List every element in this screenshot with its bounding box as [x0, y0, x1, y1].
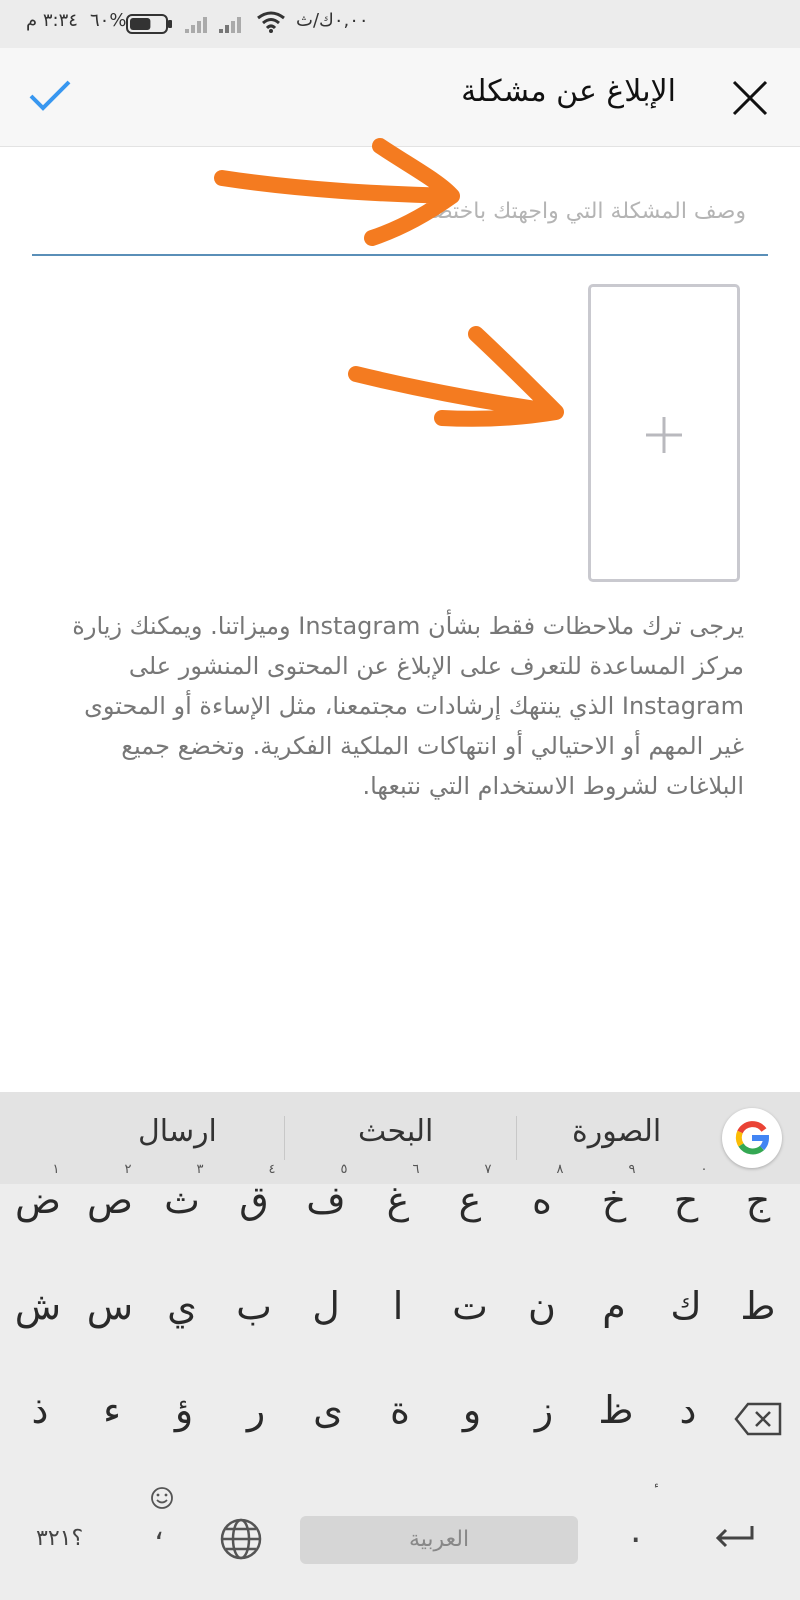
key-row2-8[interactable]: ي [167, 1284, 197, 1328]
battery-percent: %٦٠ [90, 10, 127, 31]
smiley-icon[interactable] [150, 1486, 174, 1514]
key-row2-6[interactable]: ل [312, 1284, 340, 1328]
backspace-icon[interactable] [734, 1402, 784, 1440]
keyboard [0, 1092, 800, 1600]
key-row3-3[interactable]: و [462, 1388, 482, 1432]
key-row1-5[interactable]: غ [386, 1178, 410, 1222]
key-row2-5[interactable]: ا [392, 1284, 404, 1328]
key-row1-2[interactable]: خ [601, 1178, 627, 1222]
symbols-key[interactable]: ؟٣٢١ [36, 1526, 84, 1551]
suggestion-item[interactable]: ارسال [138, 1114, 217, 1149]
comma-key[interactable]: ، [154, 1512, 164, 1547]
globe-icon[interactable] [218, 1516, 264, 1566]
key-hint: ٠ [700, 1162, 708, 1177]
key-hint: ٤ [268, 1162, 276, 1177]
key-hint: ٣ [196, 1162, 204, 1177]
period-key[interactable]: . [630, 1510, 642, 1551]
key-row1-7[interactable]: ق [239, 1178, 269, 1222]
key-row3-0[interactable]: د [679, 1388, 697, 1432]
key-hint: ٢ [124, 1162, 132, 1177]
key-row1-3[interactable]: ه [532, 1178, 552, 1222]
hand-drawn-arrow-2 [0, 0, 800, 620]
brand-name: Instagram [298, 612, 421, 640]
disclaimer-text [56, 606, 744, 806]
key-hint: ٩ [628, 1162, 636, 1177]
key-row3-1[interactable]: ظ [598, 1388, 634, 1432]
key-row2-10[interactable]: ش [14, 1284, 62, 1328]
disclaimer-part-2: وميزاتنا. ويمكنك زيارة مركز المساعدة للتعرف على الإبلاغ عن المحتوى المنشور على [72, 612, 744, 680]
page-title: الإبلاغ عن مشكلة [461, 74, 676, 109]
status-time: ٣:٣٤ م [26, 10, 78, 31]
key-row2-3[interactable]: ن [528, 1284, 556, 1328]
network-speed: ٠,٠٠ك/ث [296, 10, 369, 31]
brand-name: Instagram [621, 692, 744, 720]
key-row1-10[interactable]: ض [15, 1178, 61, 1222]
key-row2-1[interactable]: ك [670, 1284, 702, 1328]
key-row3-7[interactable]: ؤ [174, 1388, 194, 1432]
suggestion-item[interactable]: الصورة [572, 1114, 662, 1149]
key-row3-6[interactable]: ر [246, 1388, 266, 1432]
key-hint: ١ [52, 1162, 60, 1177]
google-g-icon [734, 1120, 770, 1160]
suggestion-divider [284, 1116, 285, 1160]
key-row2-0[interactable]: ط [740, 1284, 776, 1328]
key-hint: ٧ [484, 1162, 492, 1177]
key-row1-0[interactable]: ج [745, 1178, 771, 1222]
key-row3-8[interactable]: ء [103, 1388, 121, 1432]
key-row2-4[interactable]: ت [452, 1284, 488, 1328]
key-row1-4[interactable]: ع [458, 1178, 482, 1222]
suggestion-divider [516, 1116, 517, 1160]
key-row3-9[interactable]: ذ [31, 1388, 49, 1432]
disclaimer-part-1: يرجى ترك ملاحظات فقط بشأن [420, 612, 744, 640]
suggestion-item[interactable]: البحث [358, 1114, 434, 1149]
key-row2-7[interactable]: ب [236, 1284, 272, 1328]
key-hint: ٦ [412, 1162, 420, 1177]
key-row1-8[interactable]: ث [164, 1178, 200, 1222]
key-hint: ٥ [340, 1162, 348, 1177]
key-row3-2[interactable]: ز [534, 1388, 554, 1432]
key-row2-2[interactable]: م [602, 1284, 626, 1328]
space-key[interactable]: العربية [300, 1516, 578, 1564]
key-hint: ٨ [556, 1162, 564, 1177]
key-row3-4[interactable]: ة [390, 1388, 410, 1432]
google-button[interactable] [722, 1108, 782, 1168]
key-row3-5[interactable]: ى [313, 1388, 343, 1432]
key-row1-6[interactable]: ف [306, 1178, 346, 1222]
disclaimer-part-3: الذي ينتهك إرشادات مجتمعنا، مثل الإساءة أو المحتوى غير المهم أو الاحتيالي أو انتهاكات الملكية الفكرية. وتخضع جميع البلاغات لشروط الاستخدام التي نتبعها. [84, 692, 744, 800]
enter-arrow-icon[interactable] [712, 1522, 756, 1556]
key-row1-1[interactable]: ح [673, 1178, 699, 1222]
key-row1-9[interactable]: ص [87, 1178, 133, 1222]
key-row2-9[interactable]: س [86, 1284, 134, 1328]
